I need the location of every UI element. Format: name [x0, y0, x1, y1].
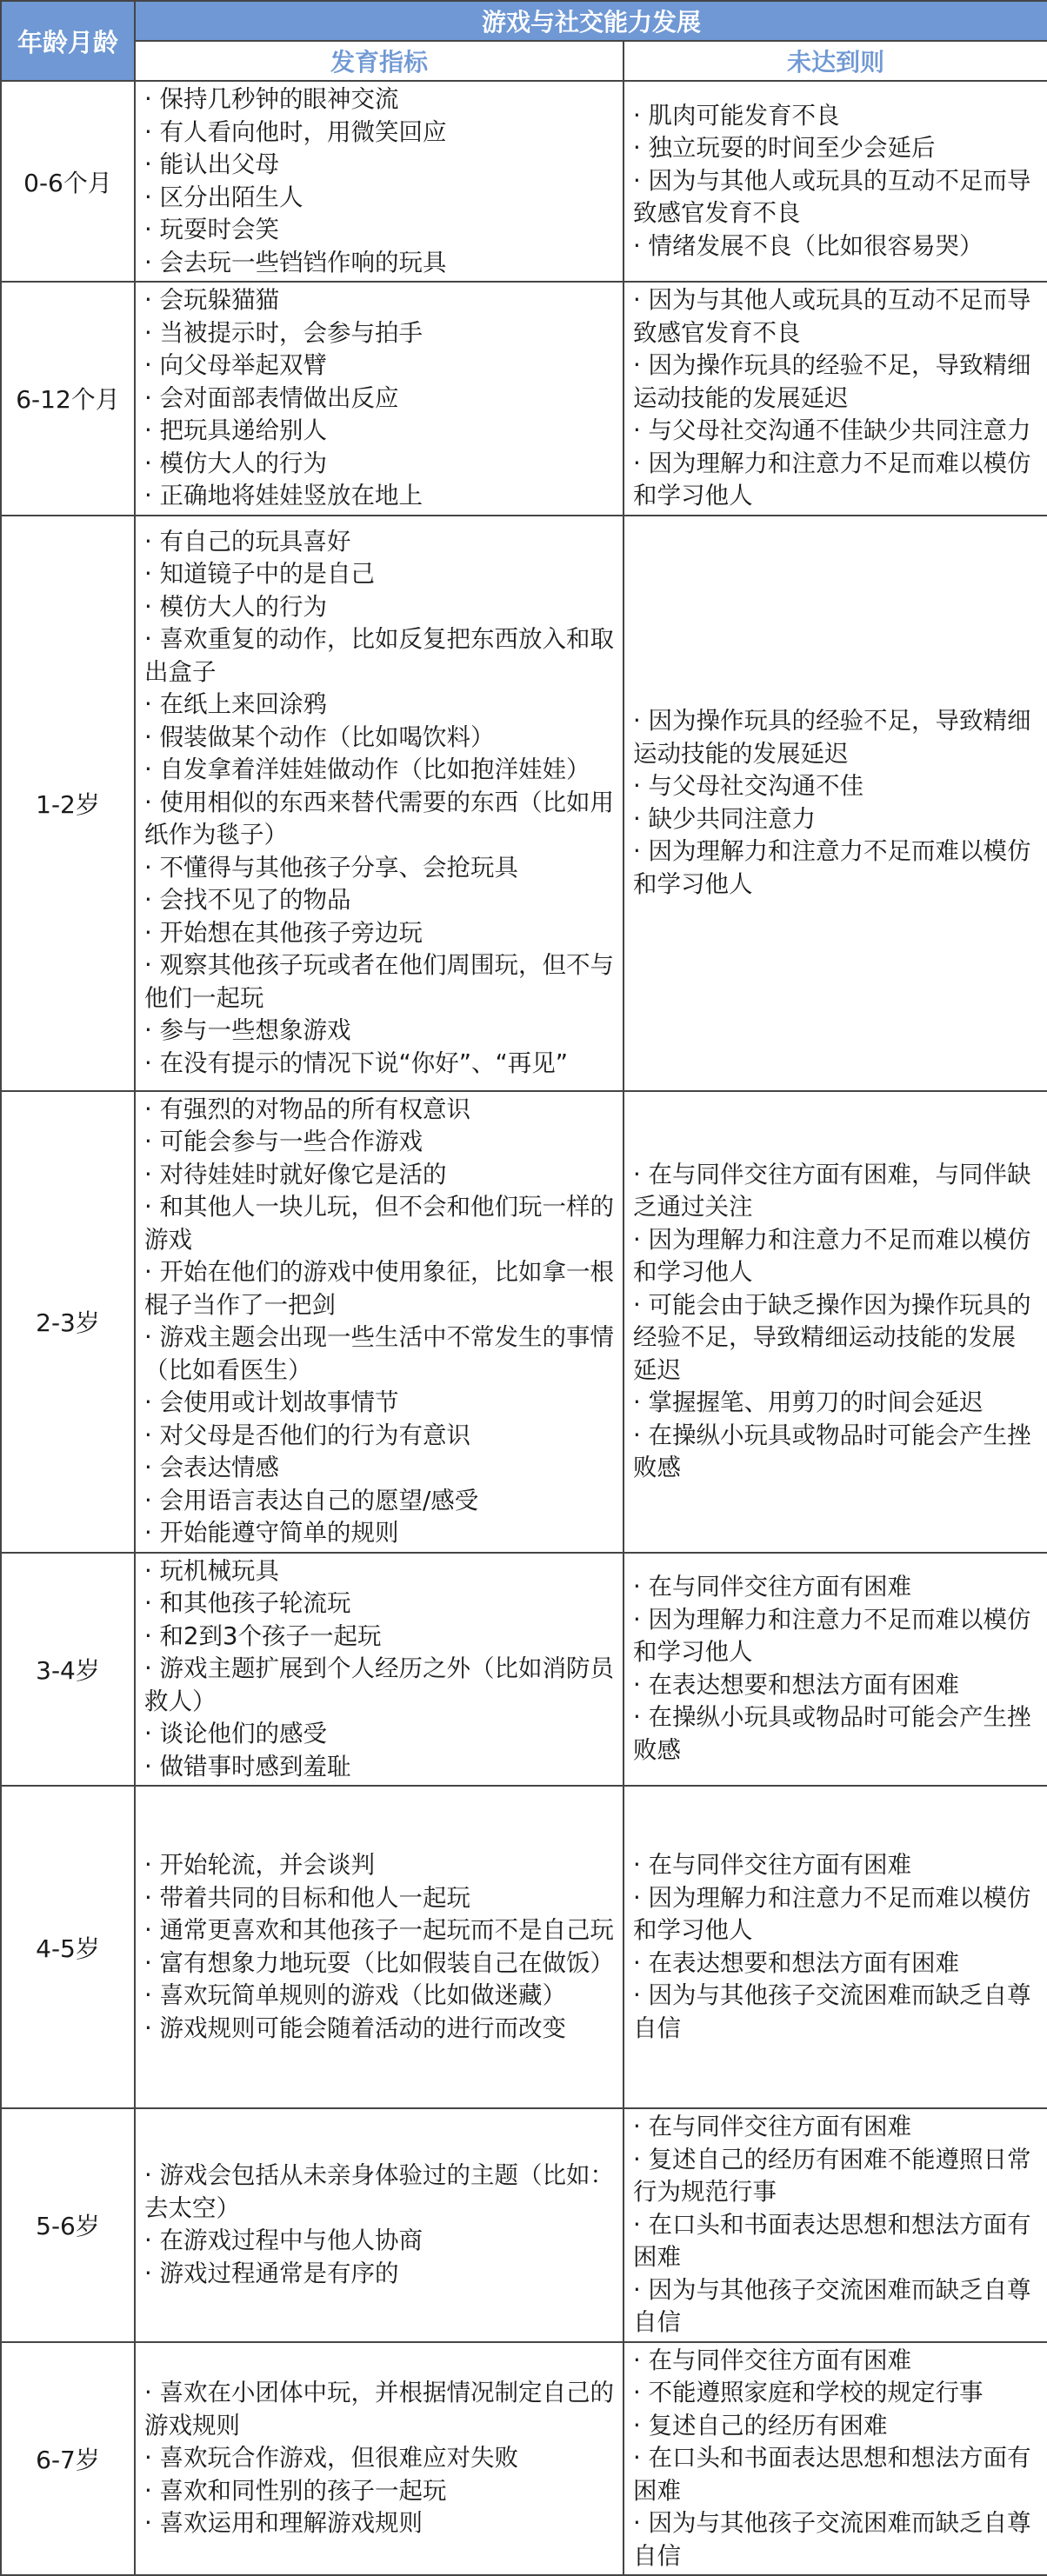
not-reached-cell [624, 1786, 1047, 2108]
not-reached-cell [624, 2108, 1047, 2342]
milestone-item: · 喜欢玩简单规则的游戏（比如做迷藏） [144, 1981, 566, 2009]
not-reached-item: · 因为与其他孩子交流困难而缺乏自尊自信 [633, 2509, 1031, 2570]
milestone-item: · 会去玩一些铛铛作响的玩具 [144, 248, 447, 276]
age-cell: 3-4岁 [1, 1553, 135, 1787]
not-reached-item: · 不能遵照家庭和学校的规定行事 [633, 2379, 984, 2406]
milestone-item: · 在没有提示的情况下说“你好”、“再见” [144, 1048, 568, 1077]
milestone-item: · 游戏会包括从未亲身体验过的主题（比如：去太空） [144, 2161, 614, 2222]
milestone-item: · 模仿大人的行为 [144, 592, 327, 621]
not-reached-item: · 在与同伴交往方面有困难 [633, 2113, 911, 2140]
milestone-item: · 喜欢玩合作游戏，但很难应对失败 [144, 2444, 518, 2472]
milestone-item: · 有强烈的对物品的所有权意识 [144, 1095, 470, 1123]
milestones-header: 发育指标 [135, 41, 624, 81]
milestone-item: · 喜欢在小团体中玩，并根据情况制定自己的游戏规则 [144, 2379, 614, 2440]
not-reached-item: · 因为操作玩具的经验不足，导致精细运动技能的发展延迟 [633, 351, 1031, 412]
not-reached-item: · 情绪发展不良（比如很容易哭） [633, 231, 984, 260]
milestone-item: · 和其他孩子轮流玩 [144, 1589, 351, 1617]
not-reached-header: 未达到则 [624, 41, 1047, 81]
milestone-item: · 可能会参与一些合作游戏 [144, 1128, 423, 1155]
milestone-item: · 喜欢重复的动作，比如反复把东西放入和取出盒子 [144, 625, 614, 686]
milestone-item: · 自发拿着洋娃娃做动作（比如抱洋娃娃） [144, 755, 590, 784]
milestone-item: · 在纸上来回涂鸦 [144, 690, 327, 719]
milestone-item: · 把玩具递给别人 [144, 416, 327, 444]
not-reached-item: · 因为理解力和注意力不足而难以模仿和学习他人 [633, 1225, 1031, 1286]
milestone-item: · 做错事时感到羞耻 [144, 1752, 351, 1781]
not-reached-item: · 在表达想要和想法方面有困难 [633, 1670, 959, 1699]
not-reached-item: · 在表达想要和想法方面有困难 [633, 1948, 959, 1977]
not-reached-item: · 因为与其他孩子交流困难而缺乏自尊自信 [633, 2275, 1031, 2336]
milestone-item: · 会用语言表达自己的愿望/感受 [144, 1486, 479, 1514]
table-row [1, 2342, 1047, 2576]
milestone-item: · 开始在他们的游戏中使用象征，比如拿一根棍子当作了一把剑 [144, 1258, 614, 1319]
header-row-top [1, 1, 1047, 41]
milestone-item: · 开始能遵守简单的规则 [144, 1519, 399, 1547]
milestone-item: · 喜欢和同性别的孩子一起玩 [144, 2476, 447, 2505]
not-reached-item: · 因为理解力和注意力不足而难以模仿和学习他人 [633, 449, 1031, 509]
age-cell: 5-6岁 [1, 2108, 135, 2342]
milestone-item: · 区分出陌生人 [144, 183, 303, 211]
not-reached-cell [624, 1553, 1047, 1787]
not-reached-item: · 与父母社交沟通不佳缺少共同注意力 [633, 416, 1031, 444]
not-reached-item: · 因为与其他人或玩具的互动不足而导致感官发育不良 [633, 166, 1031, 228]
table-body [1, 81, 1047, 2575]
not-reached-item: · 因为与其他人或玩具的互动不足而导致感官发育不良 [633, 286, 1031, 347]
milestone-item: · 会找不见了的物品 [144, 886, 351, 915]
not-reached-cell [624, 2342, 1047, 2576]
milestone-item: · 当被提示时，会参与拍手 [144, 318, 423, 347]
milestone-item: · 会对面部表情做出反应 [144, 383, 399, 412]
milestone-item: · 玩耍时会笑 [144, 216, 279, 243]
milestone-item: · 通常更喜欢和其他孩子一起玩而不是自己玩 [144, 1916, 614, 1944]
milestone-item: · 游戏规则可能会随着活动的进行而改变 [144, 2014, 566, 2042]
milestone-item: · 谈论他们的感受 [144, 1720, 327, 1747]
not-reached-item: · 在与同伴交往方面有困难，与同伴缺乏通过关注 [633, 1160, 1031, 1221]
milestone-item: · 使用相似的东西来替代需要的东西（比如用纸作为毯子） [144, 788, 614, 849]
milestone-item: · 对待娃娃时就好像它是活的 [144, 1160, 447, 1188]
header-row-sub [1, 41, 1047, 81]
milestone-item: · 在游戏过程中与他人协商 [144, 2227, 423, 2255]
milestones-cell [135, 1553, 624, 1787]
not-reached-item: · 在口头和书面表达思想和想法方面有困难 [633, 2444, 1031, 2505]
age-cell: 2-3岁 [1, 1091, 135, 1553]
table-row [1, 516, 1047, 1091]
age-cell: 1-2岁 [1, 516, 135, 1091]
milestones-cell [135, 516, 624, 1091]
milestone-item: · 有自己的玩具喜好 [144, 527, 351, 556]
table-row [1, 1091, 1047, 1553]
table-row [1, 81, 1047, 282]
milestone-item: · 保持几秒钟的眼神交流 [144, 85, 399, 113]
not-reached-item: · 复述自己的经历有困难 [633, 2411, 888, 2440]
not-reached-cell [624, 1091, 1047, 1553]
milestones-cell [135, 2342, 624, 2576]
not-reached-cell [624, 516, 1047, 1091]
milestone-item: · 向父母举起双臂 [144, 351, 327, 379]
milestone-item: · 和2到3个孩子一起玩 [144, 1621, 382, 1650]
not-reached-item: · 与父母社交沟通不佳 [633, 772, 864, 800]
not-reached-item: · 可能会由于缺乏操作因为操作玩具的经验不足，导致精细运动技能的发展延迟 [633, 1290, 1031, 1384]
not-reached-item: · 因为操作玩具的经验不足，导致精细运动技能的发展延迟 [633, 707, 1031, 768]
milestone-item: · 会使用或计划故事情节 [144, 1388, 399, 1416]
not-reached-cell [624, 81, 1047, 282]
milestones-cell [135, 282, 624, 516]
milestone-item: · 喜欢运用和理解游戏规则 [144, 2509, 423, 2537]
milestone-item: · 参与一些想象游戏 [144, 1016, 351, 1045]
milestone-item: · 有人看向他时，用微笑回应 [144, 117, 447, 146]
milestone-item: · 游戏主题扩展到个人经历之外（比如消防员救人） [144, 1654, 614, 1715]
table-row [1, 1786, 1047, 2108]
milestone-item: · 会表达情感 [144, 1454, 279, 1481]
not-reached-item: · 缺少共同注意力 [633, 804, 816, 833]
not-reached-item: · 在与同伴交往方面有困难 [633, 1573, 911, 1601]
age-cell: 4-5岁 [1, 1786, 135, 2108]
milestone-item: · 开始轮流，并会谈判 [144, 1851, 375, 1879]
group-header: 游戏与社交能力发展 [135, 1, 1047, 41]
not-reached-item: · 肌肉可能发育不良 [633, 101, 840, 130]
not-reached-item: · 在与同伴交往方面有困难 [633, 2346, 911, 2374]
not-reached-item: · 独立玩耍的时间至少会延后 [633, 134, 936, 163]
not-reached-item: · 复述自己的经历有困难不能遵照日常行为规范行事 [633, 2145, 1031, 2206]
not-reached-item: · 在与同伴交往方面有困难 [633, 1851, 911, 1879]
not-reached-item: · 因为理解力和注意力不足而难以模仿和学习他人 [633, 837, 1031, 898]
milestone-item: · 正确地将娃娃竖放在地上 [144, 482, 423, 509]
milestone-item: · 开始想在其他孩子旁边玩 [144, 918, 423, 947]
age-cell: 0-6个月 [1, 81, 135, 282]
milestone-item: · 对父母是否他们的行为有意识 [144, 1421, 470, 1449]
table-row [1, 2108, 1047, 2342]
milestone-item: · 假装做某个动作（比如喝饮料） [144, 722, 495, 751]
table-row [1, 1553, 1047, 1787]
milestones-cell [135, 2108, 624, 2342]
not-reached-item: · 因为与其他孩子交流困难而缺乏自尊自信 [633, 1981, 1031, 2042]
not-reached-item: · 在操纵小玩具或物品时可能会产生挫败感 [633, 1703, 1031, 1764]
milestone-item: · 带着共同的目标和他人一起玩 [144, 1883, 470, 1912]
not-reached-item: · 掌握握笔、用剪刀的时间会延迟 [633, 1388, 984, 1416]
milestone-item: · 不懂得与其他孩子分享、会抢玩具 [144, 853, 518, 882]
milestones-cell [135, 81, 624, 282]
table-row [1, 282, 1047, 516]
age-header: 年龄月龄 [1, 1, 135, 81]
milestone-item: · 玩机械玩具 [144, 1556, 279, 1585]
milestone-item: · 观察其他孩子玩或者在他们周围玩，但不与他们一起玩 [144, 951, 614, 1012]
age-cell: 6-12个月 [1, 282, 135, 516]
not-reached-cell [624, 282, 1047, 516]
milestones-cell [135, 1786, 624, 2108]
not-reached-item: · 在口头和书面表达思想和想法方面有困难 [633, 2210, 1031, 2271]
milestone-item: · 知道镜子中的是自己 [144, 560, 375, 589]
milestone-item: · 会玩躲猫猫 [144, 286, 279, 314]
age-cell: 6-7岁 [1, 2342, 135, 2576]
milestone-item: · 富有想象力地玩耍（比如假装自己在做饭） [144, 1948, 614, 1977]
milestone-item: · 和其他人一块儿玩，但不会和他们玩一样的游戏 [144, 1193, 614, 1254]
not-reached-item: · 因为理解力和注意力不足而难以模仿和学习他人 [633, 1605, 1031, 1667]
not-reached-item: · 在操纵小玩具或物品时可能会产生挫败感 [633, 1421, 1031, 1481]
milestone-item: · 能认出父母 [144, 150, 279, 178]
milestone-item: · 模仿大人的行为 [144, 449, 327, 477]
milestone-item: · 游戏过程通常是有序的 [144, 2259, 399, 2287]
milestones-cell [135, 1091, 624, 1553]
milestone-item: · 游戏主题会出现一些生活中不常发生的事情（比如看医生） [144, 1323, 614, 1384]
not-reached-item: · 因为理解力和注意力不足而难以模仿和学习他人 [633, 1883, 1031, 1944]
